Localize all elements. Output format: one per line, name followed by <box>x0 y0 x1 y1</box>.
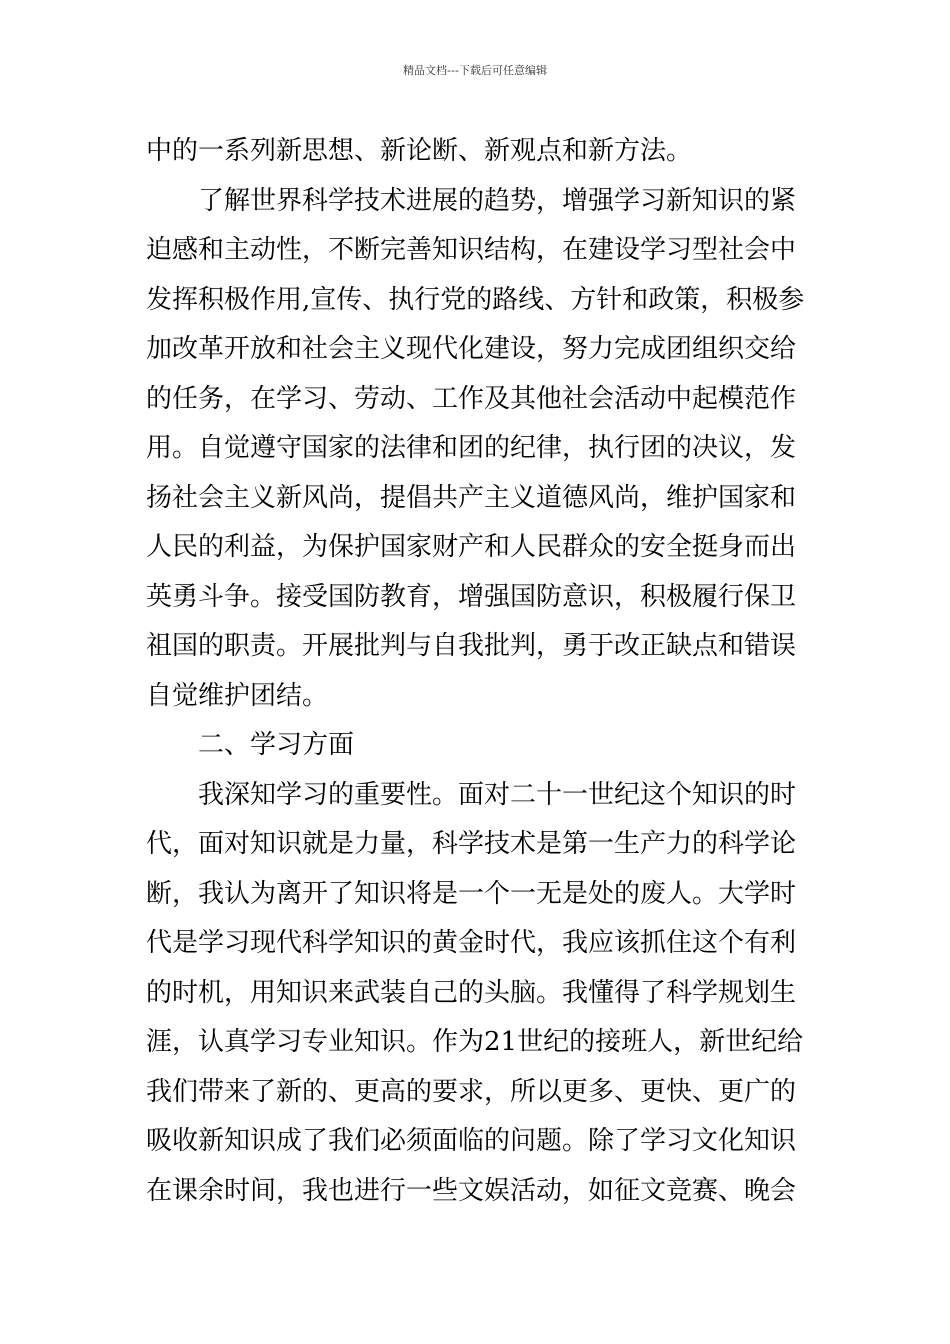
text-line: 英勇斗争。接受国防教育，增强国防意识，积极履行保卫 <box>146 581 797 612</box>
page-header: 精品文档---下载后可任意编辑 <box>403 64 547 77</box>
text-line: 代是学习现代科学知识的黄金时代，我应该抓住这个有利 <box>146 928 797 958</box>
text-line: 涯，认真学习专业知识。作为21世纪的接班人，新世纪给 <box>146 1027 804 1057</box>
text-line: 断，我认为离开了知识将是一个一无是处的废人。大学时 <box>146 878 797 909</box>
text-line: 中的一系列新思想、新论断、新观点和新方法。 <box>146 136 693 166</box>
text-line: 的任务，在学习、劳动、工作及其他社会活动中起模范作 <box>146 383 797 414</box>
text-line: 了解世界科学技术进展的趋势，增强学习新知识的紧 <box>198 185 797 216</box>
text-line: 自觉维护团结。 <box>146 680 329 711</box>
text-line: 我们带来了新的、更高的要求，所以更多、更快、更广的 <box>146 1076 797 1107</box>
section-heading: 二、学习方面 <box>198 730 355 760</box>
text-line: 代，面对知识就是力量，科学技术是第一生产力的科学论 <box>146 829 797 859</box>
document-body <box>146 127 808 1216</box>
text-line: 的时机，用知识来武装自己的头脑。我懂得了科学规划生 <box>146 977 797 1008</box>
text-line: 发挥积极作用,宣传、执行党的路线、方针和政策，积极参 <box>146 284 805 315</box>
text-line: 用。自觉遵守国家的法律和团的纪律，执行团的决议，发 <box>146 433 797 463</box>
text-line: 在课余时间，我也进行一些文娱活动，如征文竞赛、晚会 <box>146 1175 797 1206</box>
text-line: 祖国的职责。开展批判与自我批判，勇于改正缺点和错误 <box>146 631 797 661</box>
text-line: 迫感和主动性，不断完善知识结构，在建设学习型社会中 <box>146 235 797 265</box>
text-line: 加改革开放和社会主义现代化建设，努力完成团组织交给 <box>146 334 797 364</box>
text-line: 扬社会主义新风尚，提倡共产主义道德风尚，维护国家和 <box>146 482 797 513</box>
text-line: 人民的利益，为保护国家财产和人民群众的安全挺身而出 <box>146 532 797 562</box>
text-line: 我深知学习的重要性。面对二十一世纪这个知识的时 <box>198 779 797 810</box>
text-line: 吸收新知识成了我们必须面临的问题。除了学习文化知识 <box>146 1126 797 1156</box>
